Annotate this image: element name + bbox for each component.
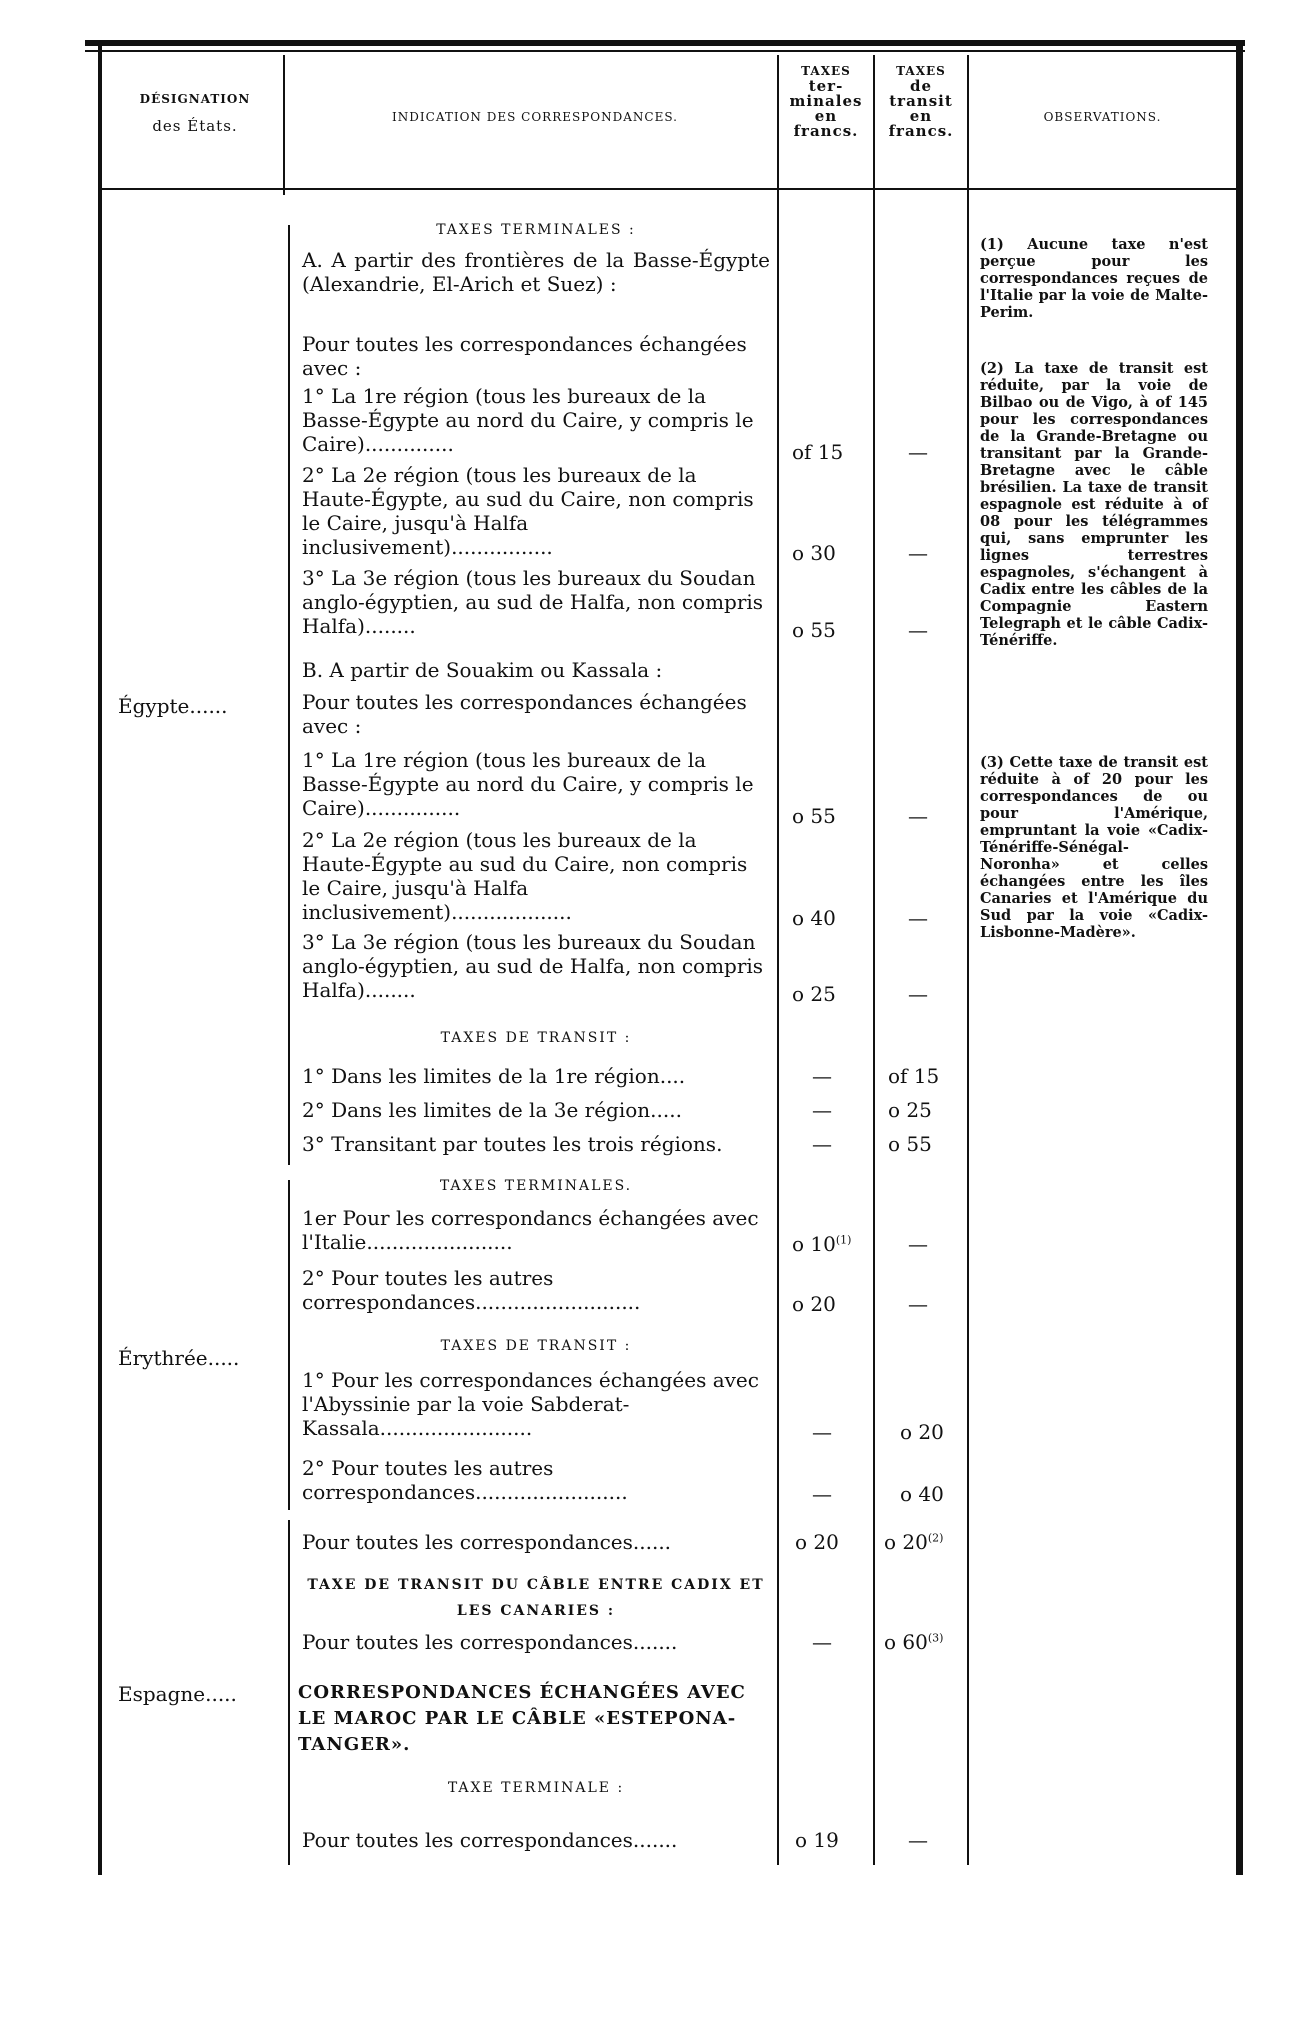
egypt-T3: 3° Transitant par toutes les trois régions.	[302, 1132, 723, 1156]
espagne-brace	[288, 1520, 298, 1865]
egypt-B3-dash: —	[908, 982, 928, 1006]
egypt-A1-val: of 15	[792, 440, 844, 464]
espagne-S2-note: (3)	[927, 1631, 944, 1645]
erythree-terminal-caption: TAXES TERMINALES.	[439, 1178, 633, 1194]
erythree-ET1-val: o 20	[900, 1420, 944, 1444]
egypt-transit-caption: TAXES DE TRANSIT :	[440, 1030, 632, 1046]
egypt-A3-dash: —	[908, 618, 928, 642]
header-transit-col	[876, 64, 966, 139]
erythree-E1-amount: o 10	[792, 1232, 836, 1256]
erythree-ET2-dash: —	[812, 1482, 832, 1506]
egypt-B1-dash: —	[908, 804, 928, 828]
espagne-maroc-caption: CORRESPONDANCES ÉCHANGÉES AVEC LE MAROC PAR LE CÂBLE «ESTEPONA-TANGER».	[298, 1682, 746, 1755]
left-border	[98, 45, 102, 1875]
erythree-E1: 1er Pour les correspondancs échangées avec l'Italie.......................	[302, 1206, 759, 1254]
egypt-A2: 2° La 2e région (tous les bureaux de la Haute-Égypte, au sud du Caire, non compris le Caire, jusqu'à Halfa inclusivement)................	[302, 463, 754, 559]
egypt-A1: 1° La 1re région (tous les bureaux de la Basse-Égypte au nord du Caire, y compris le Caire)..............	[302, 384, 754, 456]
espagne-S1-term: o 20	[795, 1530, 839, 1554]
egypt-A3-val: o 55	[792, 618, 836, 642]
espagne-S2-trans: o 60	[884, 1630, 928, 1654]
h-trans-1: de	[909, 77, 933, 95]
espagne-S3: Pour toutes les correspondances.......	[302, 1828, 678, 1852]
egypt-state: Égypte......	[118, 694, 228, 718]
header-underline	[100, 188, 1236, 190]
col-divider-3	[873, 55, 875, 1865]
espagne-S2-trans-wrap	[884, 1630, 943, 1654]
espagne-S1: Pour toutes les correspondances......	[302, 1530, 672, 1554]
egypt-A2-val: o 30	[792, 541, 836, 565]
espagne-terminal-caption: TAXE TERMINALE :	[447, 1780, 625, 1796]
erythree-ET2: 2° Pour toutes les autres correspondances........................	[302, 1456, 628, 1504]
egypt-B3-val: o 25	[792, 982, 836, 1006]
egypt-T2: 2° Dans les limites de la 3e région.....	[302, 1098, 682, 1122]
egypt-B3: 3° La 3e région (tous les bureaux du Soudan anglo-égyptien, au sud de Halfa, non compris Halfa)........	[302, 930, 764, 1002]
observation-note-2: (2) La taxe de transit est réduite, par la voie de Bilbao ou de Vigo, à of 145 pour les correspondances de la Grande-Bretagne ou transitant par la Grande-Bretagne avec le câble brésilien. La taxe de transit espagnole est réduite à of 08 pour les télégrammes qui, sans emprunter les lignes terrestres espagnoles, s'échangent à Cadix entre les câbles de la Compagnie Eastern Telegraph et le câble Cadix-Ténériffe.	[980, 360, 1208, 649]
h-term-3: en	[814, 107, 838, 125]
erythree-E1-dash: —	[908, 1232, 928, 1256]
observation-note-1: (1) Aucune taxe n'est perçue pour les correspondances reçues de l'Italie par la voie de Malte-Perim.	[980, 236, 1208, 321]
egypt-B2: 2° La 2e région (tous les bureaux de la Haute-Égypte au sud du Caire, non compris le Caire, jusqu'à Halfa inclusivement)...................	[302, 828, 748, 924]
h-term-4: francs.	[793, 122, 859, 140]
egypt-A1-dash: —	[908, 440, 928, 464]
egypt-T1-val: of 15	[888, 1064, 940, 1088]
egypt-T2-val: o 25	[888, 1098, 932, 1122]
egypt-A3: 3° La 3e région (tous les bureaux du Soudan anglo-égyptien, au sud de Halfa, non compris Halfa)........	[302, 566, 764, 638]
egypt-terminal-caption: TAXES TERMINALES :	[436, 222, 636, 238]
erythree-E2: 2° Pour toutes les autres correspondances..........................	[302, 1266, 641, 1314]
h-trans-0: TAXES	[896, 64, 946, 78]
espagne-S1-trans: o 20	[884, 1530, 928, 1554]
egypt-B-intro: Pour toutes les correspondances échangées avec :	[302, 690, 747, 738]
egypt-A-text: A. A partir des frontières de la Basse-Égypte (Alexandrie, El-Arich et Suez) :	[302, 248, 770, 296]
top-border-thin	[85, 50, 1245, 52]
header-observations: OBSERVATIONS.	[1043, 110, 1162, 124]
erythree-ET2-val: o 40	[900, 1482, 944, 1506]
header-indication: INDICATION DES CORRESPONDANCES.	[392, 110, 678, 124]
egypt-T2-dash: —	[812, 1098, 832, 1122]
egypt-T3-val: o 55	[888, 1132, 932, 1156]
h-trans-3: en	[909, 107, 933, 125]
espagne-cable-caption: TAXE DE TRANSIT DU CÂBLE ENTRE CADIX ET LES CANARIES :	[307, 1577, 765, 1619]
espagne-S3-dash: —	[908, 1828, 928, 1852]
header-designation	[110, 92, 280, 134]
erythree-E2-dash: —	[908, 1292, 928, 1316]
erythree-ET1: 1° Pour les correspondances échangées avec l'Abyssinie par la voie Sabderat-Kassala........................	[302, 1368, 759, 1440]
egypt-B1: 1° La 1re région (tous les bureaux de la Basse-Égypte au nord du Caire, y compris le Caire)...............	[302, 748, 754, 820]
egypt-B2-val: o 40	[792, 906, 836, 930]
erythree-E1-note: (1)	[835, 1233, 852, 1247]
h-term-1: ter-	[808, 77, 844, 95]
h-term-2: minales	[789, 92, 863, 110]
header-designation-title: DÉSIGNATION	[139, 92, 251, 106]
espagne-S2: Pour toutes les correspondances.......	[302, 1630, 678, 1654]
egypt-B2-dash: —	[908, 906, 928, 930]
erythree-E2-val: o 20	[792, 1292, 836, 1316]
h-trans-2: transit	[889, 92, 953, 110]
egypt-T3-dash: —	[812, 1132, 832, 1156]
espagne-S3-term: o 19	[795, 1828, 839, 1852]
espagne-S1-trans-wrap	[884, 1530, 943, 1554]
espagne-S1-note: (2)	[927, 1531, 944, 1545]
egypt-B1-val: o 55	[792, 804, 836, 828]
observation-note-3: (3) Cette taxe de transit est réduite à of 20 pour les correspondances de ou pour l'Amérique, empruntant la voie «Cadix-Ténériffe-Sénégal-Noronha» et celles échangées entre les îles Canaries et l'Amérique du Sud par la voie «Cadix-Lisbonne-Madère».	[980, 754, 1208, 941]
egypt-T1-dash: —	[812, 1064, 832, 1088]
erythree-state: Érythrée.....	[118, 1346, 240, 1370]
col-divider-2	[777, 55, 779, 1865]
col-divider-4	[967, 55, 969, 1865]
egypt-brace	[288, 225, 298, 1165]
erythree-ET1-dash: —	[812, 1420, 832, 1444]
h-trans-4: francs.	[888, 122, 954, 140]
erythree-transit-caption: TAXES DE TRANSIT :	[440, 1338, 632, 1354]
right-border	[1236, 45, 1243, 1875]
top-border-thick	[85, 40, 1245, 46]
egypt-T1: 1° Dans les limites de la 1re région....	[302, 1064, 686, 1088]
header-terminal-col	[780, 64, 872, 139]
header-designation-sub: des États.	[152, 117, 238, 135]
espagne-S2-dash: —	[812, 1630, 832, 1654]
espagne-state: Espagne.....	[118, 1682, 237, 1706]
egypt-A2-dash: —	[908, 541, 928, 565]
erythree-E1-val	[792, 1232, 851, 1256]
erythree-brace	[288, 1180, 298, 1510]
col-divider-1	[283, 55, 285, 195]
egypt-B-text: B. A partir de Souakim ou Kassala :	[302, 658, 663, 682]
egypt-A-intro: Pour toutes les correspondances échangées avec :	[302, 332, 747, 380]
h-term-0: TAXES	[801, 64, 851, 78]
